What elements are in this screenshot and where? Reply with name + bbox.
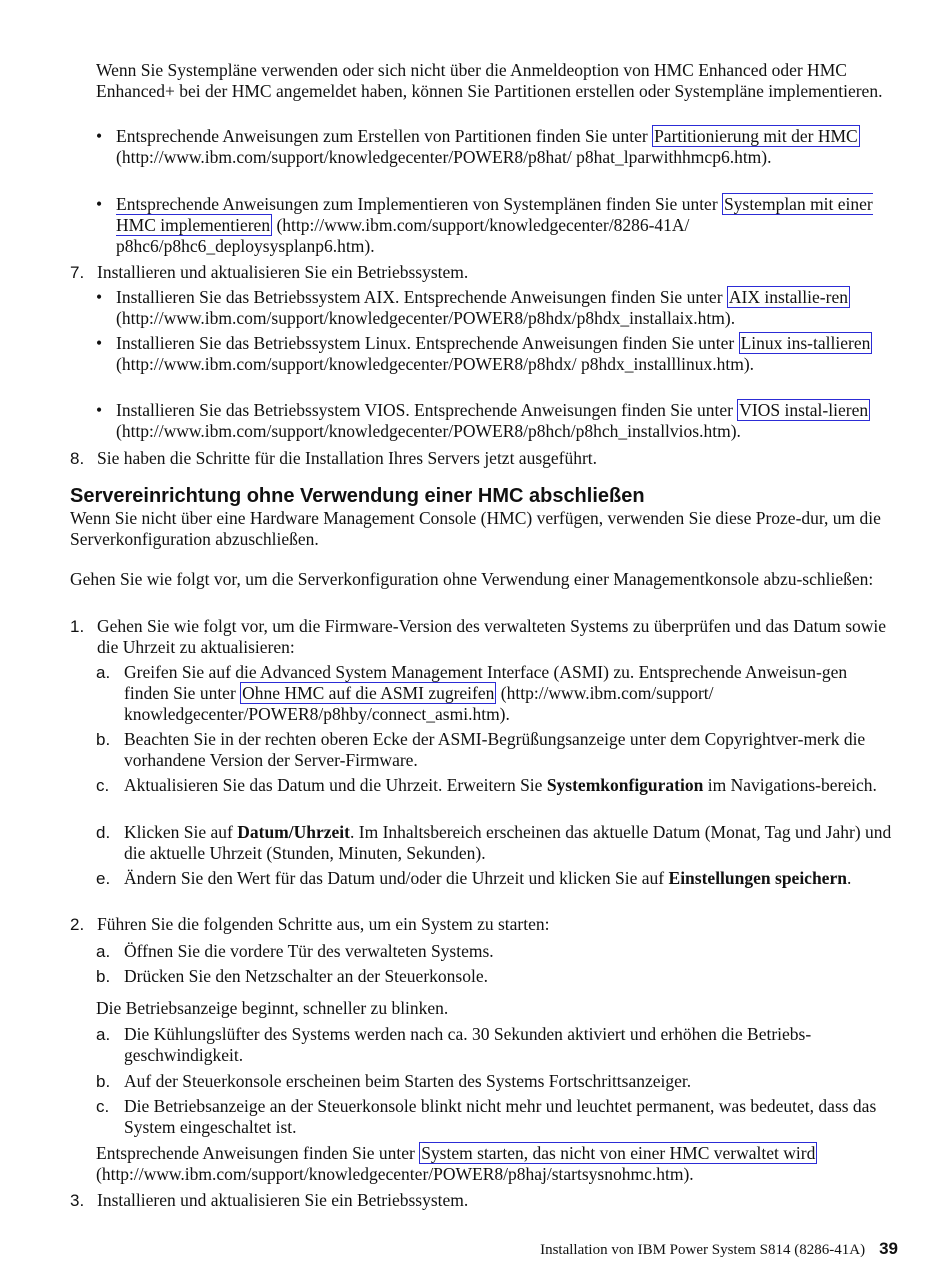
step-note: Die Betriebsanzeige beginnt, schneller zu blinken. (96, 998, 449, 1018)
link-aix[interactable]: AIX installie-ren (728, 287, 848, 307)
reference-paragraph: Entsprechende Anweisungen finden Sie unter System starten, das nicht von einer HMC verwaltet wird (http://www.ibm.com/support/knowledgecenter/POWER8/p8haj/startsysnohmc.htm). (96, 1143, 816, 1184)
link-vios[interactable]: VIOS instal-lieren (739, 400, 869, 420)
intro-paragraph: Wenn Sie Systempläne verwenden oder sich nicht über die Anmeldeoption von HMC Enhanced oder HMC Enhanced+ bei der HMC angemeldet haben, können Sie Partitionen erstellen oder Systempläne implementieren. (96, 60, 883, 101)
document-page: Wenn Sie Systempläne verwenden oder sich nicht über die Anmeldeoption von HMC Enhanced oder HMC Enhanced+ bei der HMC angemeldet haben, können Sie Partitionen erstellen oder Systempläne implementieren. • Entsprechende Anweisungen zum Erstellen von Partitionen finden Sie unter Partitionierung mit der HMC (http://www.ibm.com/support/knowledgecenter/POWER8/p8hat/ p8hat_lparwithhmcp6.htm). • Entsprechende Anweisungen zum Implementieren von Systemplänen finden Sie unter Systemplan mit einer HMC implementieren (http://www.ibm.com/support/knowledgecenter/8286-41A/ p8hc6/p8hc6_deploysysplanp6.htm). 7. Installieren und aktualisieren Sie ein Betriebssystem. • Installieren Sie das Betriebssystem AIX. Entsprechende Anweisungen finden Sie unter AIX installie-ren (http://www.ibm.com/support/knowledgecenter/POWER8/p8hdx/p8hdx_installaix.htm). • Installieren Sie das Betriebssystem Linux. Entsprechende Anweisungen finden Sie unter Linux ins-tallieren (http://www.ibm.com/support/knowledgecenter/POWER8/p8hdx/ p8hdx_installlinux.htm). • Installieren Sie das Betriebssystem VIOS. Entsprechende Anweisungen finden Sie unter VIOS instal-lieren (http://www.ibm.com/support/knowledgecenter/POWER8/p8hch/p8hch_installvios.htm). 8. Sie haben die Schritte für die Installation Ihres Servers jetzt ausgeführt. Servereinrichtung ohne Verwendung einer HMC abschließen Wenn Sie nicht über eine Hardware Management Console (HMC) verfügen, verwenden Sie diese Proze-dur, um die Serverkonfiguration abzuschließen. Gehen Sie wie folgt vor, um die Serverkonfiguration ohne Verwendung einer Managementkonsole abzu-schließen: 1. Gehen Sie wie folgt vor, um die Firmware-Version des verwalteten Systems zu überprüfen und das Datum sowie die Uhrzeit zu aktualisieren: a. Greifen Sie auf die Advanced System Management Interface (ASMI) zu. Entsprechende Anweisun-gen finden Sie unter Ohne HMC auf die ASMI zugreifen (http://www.ibm.com/support/ knowledgecenter/POWER8/p8hby/connect_asmi.htm). b. Beachten Sie in der rechten oberen Ecke der ASMI-Begrüßungsanzeige unter dem Copyrightver-merk die vorhandene Version der Server-Firmware. c. Aktualisieren Sie das Datum und die Uhrzeit. Erweitern Sie Systemkonfiguration im Navigations-bereich. d. Klicken Sie auf Datum/Uhrzeit. Im Inhaltsbereich erscheinen das aktuelle Datum (Monat, Tag und Jahr) und die aktuelle Uhrzeit (Stunden, Minuten, Sekunden). e. Ändern Sie den Wert für das Datum und/oder die Uhrzeit und klicken Sie auf Einstellungen speichern. 2. Führen Sie die folgenden Schritte aus, um ein System zu starten: a. Öffnen Sie die vordere Tür des verwalteten Systems. b. Drücken Sie den Netzschalter an der Steuerkonsole. Die Betriebsanzeige beginnt, schneller zu blinken. a. Die Kühlungslüfter des Systems werden nach ca. 30 Sekunden aktiviert und erhöhen die Betriebs-geschwindigkeit. b. Auf der Steuerkonsole erscheinen beim Starten des Systems Fortschrittsanzeiger. c. Die Betriebsanzeige an der Steuerkonsole blinkt nicht mehr und leuchtet permanent, was bedeutet, dass das System eingeschaltet ist. Entsprechende Anweisungen finden Sie unter System starten, das nicht von einer HMC verwaltet wird (http://www.ibm.com/support/knowledgecenter/POWER8/p8haj/startsysnohmc.htm). 3. Installieren und aktualisieren Sie ein Betriebssystem. Installation von IBM Power System S814 (8286-41A) 39 (0, 0, 950, 1260)
bullet-icon: • (96, 287, 103, 307)
link-partitionierung[interactable]: Partitionierung mit der HMC (654, 126, 858, 146)
link-asmi[interactable]: Ohne HMC auf die ASMI zugreifen (242, 683, 495, 703)
bullet-icon: • (96, 400, 103, 420)
page-number: 39 (879, 1239, 898, 1258)
bullet-icon: • (96, 126, 103, 146)
section-paragraph: Wenn Sie nicht über eine Hardware Management Console (HMC) verfügen, verwenden Sie diese Proze-dur, um die Serverkonfiguration abzuschließen. (70, 508, 881, 549)
link-linux[interactable]: Linux ins-tallieren (740, 333, 871, 353)
section-paragraph: Gehen Sie wie folgt vor, um die Serverkonfiguration ohne Verwendung einer Managementkonsole abzu-schließen: (70, 569, 874, 589)
page-footer (540, 1238, 898, 1261)
footer-title: Installation von IBM Power System S814 (8286-41A) (540, 1242, 866, 1258)
link-system-starten[interactable]: System starten, das nicht von einer HMC verwaltet wird (421, 1143, 816, 1163)
section-heading: Servereinrichtung ohne Verwendung einer HMC abschließen (70, 485, 645, 507)
list-item: • Entsprechende Anweisungen zum Erstellen von Partitionen finden Sie unter Partitionierung mit der HMC (http://www.ibm.com/support/knowledgecenter/POWER8/p8hat/ p8hat_lparwithhmcp6.htm). (96, 126, 858, 167)
bullet-icon: • (96, 194, 103, 214)
bullet-icon: • (96, 333, 103, 353)
list-item: • Entsprechende Anweisungen zum Implementieren von Systemplänen finden Sie unter Systemplan mit einer HMC implementieren (http://www.ibm.com/support/knowledgecenter/8286-41A/ p8hc6/p8hc6_deploysysplanp6.htm). (96, 194, 873, 256)
link-systemplan[interactable]: Systemplan mit einer HMC implementieren (116, 194, 873, 235)
